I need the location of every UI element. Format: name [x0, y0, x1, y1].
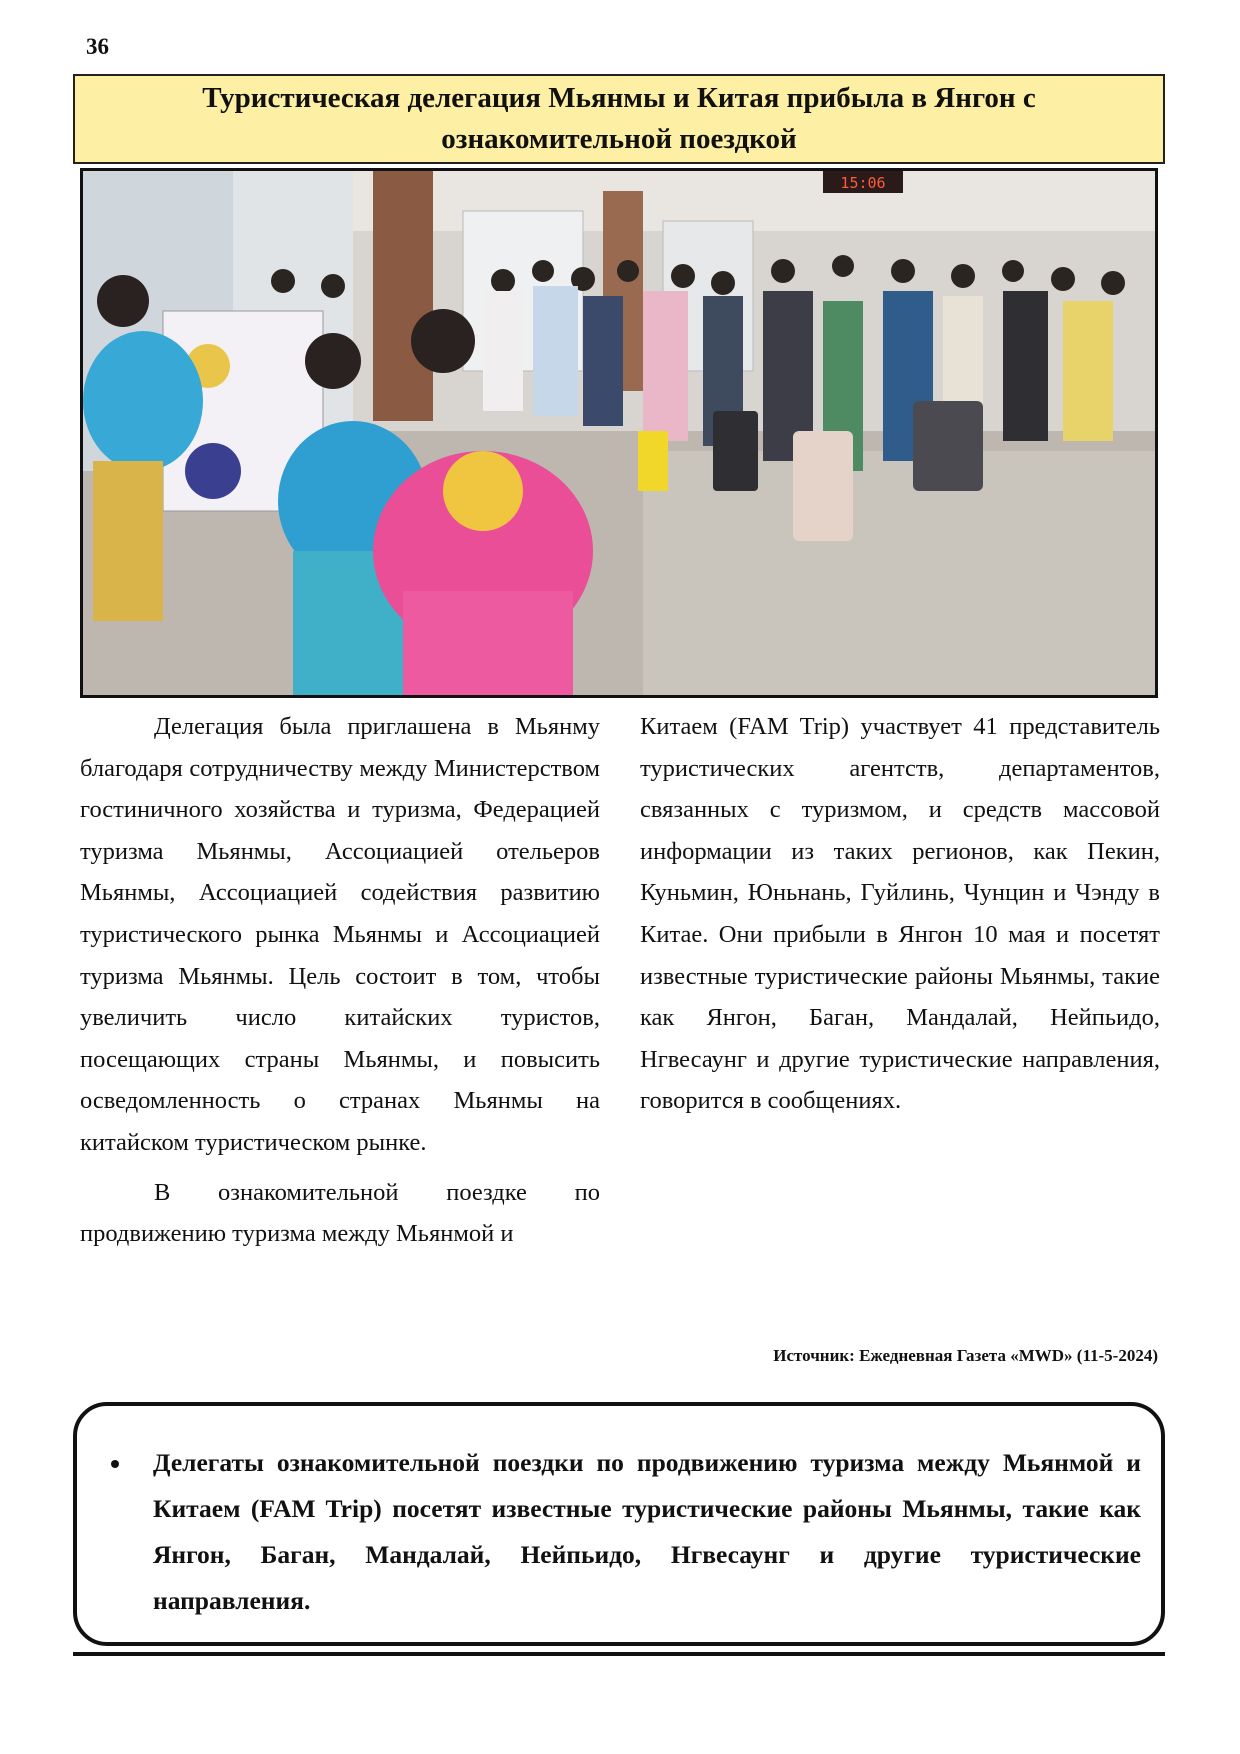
article-title: Туристическая делегация Мьянмы и Китая прибыла в Янгон с ознакомительной поездкой: [202, 82, 1036, 155]
summary-list: [77, 1406, 1161, 1624]
title-banner: [73, 74, 1165, 164]
bottom-divider: [73, 1652, 1165, 1656]
article-column-left: [80, 706, 600, 1255]
article-photo: [80, 168, 1158, 698]
summary-box: [73, 1402, 1165, 1646]
article-paragraph-1: Делегация была приглашена в Мьянму благодаря сотрудничеству между Министерством гостиничного хозяйства и туризма, Федерацией туризма Мьянмы, Ассоциацией отельеров Мьянмы, Ассоциацией содействия развитию туристического рынка Мьянмы и Ассоциацией туризма Мьянмы. Цель состоит в том, чтобы увеличить число китайских туристов, посещающих страны Мьянмы, и повысить осведомленность о странах Мьянмы на китайском туристическом рынке.: [80, 713, 600, 1156]
article-paragraph-2-end: Китаем (FAM Trip) участвует 41 представитель туристических агентств, департаментов, связанных с туризмом, и средств массовой информации из таких регионов, как Пекин, Куньмин, Юньнань, Гуйлинь, Чунцин и Чэнду в Китае. Они прибыли в Янгон 10 мая и посетят известные туристические районы Мьянмы, такие как Янгон, Баган, Мандалай, Нейпьидо, Нгвесаунг и другие туристические направления, говорится в сообщениях.: [640, 713, 1160, 1115]
clock-display: 15:06: [840, 174, 886, 192]
source-citation: Источник: Ежедневная Газета «MWD» (11-5-2024): [773, 1346, 1158, 1365]
summary-item: • Делегаты ознакомительной поездки по продвижению туризма между Мьянмой и Китаем (FAM Trip) посетят известные туристические районы Мьянмы, такие как Янгон, Баган, Мандалай, Нейпьидо, Нгвесаунг и другие туристические направления.: [133, 1440, 1141, 1624]
article-paragraph-2-start: В ознакомительной поездке по продвижению туризма между Мьянмой и: [80, 1178, 600, 1248]
page-number: 36: [86, 34, 109, 59]
photo-illustration: [83, 171, 1155, 695]
article-column-right: [640, 706, 1160, 1122]
